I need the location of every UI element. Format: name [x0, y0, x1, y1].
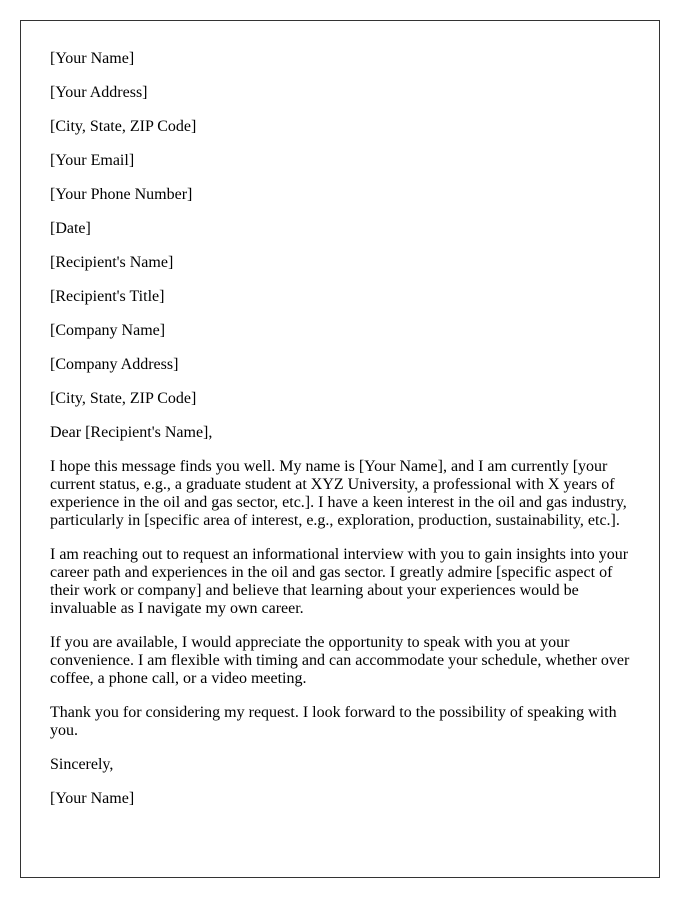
body-paragraph-thanks: Thank you for considering my request. I look forward to the possibility of speaking with you. [50, 704, 617, 739]
body-paragraph-request: I am reaching out to request an informational interview with you to gain insights into your career path and experiences in the oil and gas sector. I greatly admire [specific aspect of their work or company] and believe that learning about your experiences would be invaluable as I navigate my own career. [50, 546, 629, 617]
recipient-city-state-zip: [City, State, ZIP Code] [50, 390, 197, 407]
recipient-title: [Recipient's Title] [50, 288, 165, 305]
sender-address: [Your Address] [50, 84, 148, 101]
sender-city-state-zip: [City, State, ZIP Code] [50, 118, 197, 135]
sender-email: [Your Email] [50, 152, 135, 169]
letter-page [20, 20, 660, 878]
sender-phone: [Your Phone Number] [50, 186, 193, 203]
body-paragraph-availability: If you are available, I would appreciate the opportunity to speak with you at your convenience. I am flexible with timing and can accommodate your schedule, whether over coffee, a phone call, or a video meeting. [50, 634, 630, 687]
salutation: Dear [Recipient's Name], [50, 424, 213, 441]
recipient-name: [Recipient's Name] [50, 254, 174, 271]
sender-name: [Your Name] [50, 50, 135, 67]
letter-date: [Date] [50, 220, 91, 237]
signature: [Your Name] [50, 790, 135, 807]
closing: Sincerely, [50, 756, 114, 773]
recipient-company-address: [Company Address] [50, 356, 179, 373]
letter-content [50, 50, 640, 824]
body-paragraph-intro: I hope this message finds you well. My name is [Your Name], and I am currently [your current status, e.g., a graduate student at XYZ University, a professional with X years of experience in the oil and gas sector, etc.]. I have a keen interest in the oil and gas industry, particularly in [specific area of interest, e.g., exploration, production, sustainability, etc.]. [50, 458, 627, 529]
recipient-company: [Company Name] [50, 322, 166, 339]
